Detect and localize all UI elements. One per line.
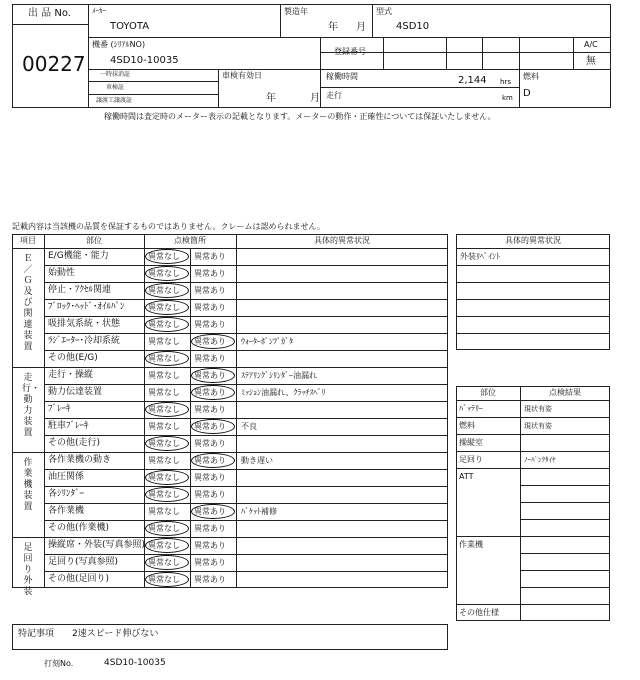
result-value: 現状有姿 xyxy=(524,422,552,430)
ok-circle-mark xyxy=(145,351,189,366)
ok-label: 異常なし xyxy=(148,269,180,278)
permit-label-1: 一時抹消証 xyxy=(100,71,131,78)
distance-label: 走行 xyxy=(326,91,342,100)
result-part: 操縦室 xyxy=(459,438,483,447)
part-label: 油圧関係 xyxy=(48,472,85,482)
detail-text: 不良 xyxy=(241,422,257,431)
ok-label: 異常なし xyxy=(148,473,180,482)
ok-label: 異常なし xyxy=(148,439,180,448)
part-label: ﾌﾞﾛｯｸ･ﾍｯﾄﾞ･ｵｲﾙﾊﾟﾝ xyxy=(48,302,125,312)
ok-label: 異常なし xyxy=(148,507,180,516)
ok-circle-mark xyxy=(145,317,189,332)
ok-circle-mark xyxy=(145,487,189,502)
ng-label: 異常あり xyxy=(194,371,226,380)
inspection-year-unit: 年 xyxy=(266,93,276,104)
hours-label: 稼働時間 xyxy=(326,72,358,81)
side-row-text: 外装ﾘﾍﾟｲﾝﾄ xyxy=(460,252,500,261)
hours-unit: hrs xyxy=(500,78,511,86)
serial-value: 4SD10-10035 xyxy=(110,55,179,66)
detail-text: 動き遅い xyxy=(241,456,273,465)
main-header-2: 点検箇所 xyxy=(174,236,206,245)
ok-circle-mark xyxy=(145,266,189,281)
ok-circle-mark xyxy=(145,402,189,417)
ok-circle-mark xyxy=(145,249,189,264)
part-label: E/G機能・能力 xyxy=(48,251,109,261)
ng-label: 異常あり xyxy=(194,541,226,550)
side-header: 具体的異常状況 xyxy=(505,236,561,245)
part-label: 停止・ｱｸｾﾙ関連 xyxy=(48,285,112,295)
result-part: 作業機 xyxy=(459,540,483,549)
permit-label-3: 譲渡工譲渡証 xyxy=(96,97,133,104)
detail-text: ﾊﾞｹｯﾄ補修 xyxy=(241,507,277,516)
ng-circle-mark xyxy=(191,385,235,400)
inspection-label: 車検有効日 xyxy=(222,71,262,80)
ng-circle-mark xyxy=(191,453,235,468)
ng-circle-mark xyxy=(191,419,235,434)
ng-label: 異常あり xyxy=(194,456,226,465)
ok-label: 異常なし xyxy=(148,456,180,465)
group-label-0: Ｅ／Ｇ及び関連装置 xyxy=(23,254,33,352)
result-part: その他仕様 xyxy=(459,608,499,617)
main-header-1: 部位 xyxy=(86,236,102,245)
part-label: 動力伝達装置 xyxy=(48,387,103,397)
stamp-value: 4SD10-10035 xyxy=(104,658,166,668)
ok-label: 異常なし xyxy=(148,252,180,261)
part-label: ﾗｼﾞｴｰﾀｰ･冷却系統 xyxy=(48,336,121,346)
ok-label: 異常なし xyxy=(148,388,180,397)
fuel-label: 燃料 xyxy=(523,72,539,81)
serial-label: 機番 (ｼﾘｱﾙNO) xyxy=(92,40,146,49)
year-unit: 年 xyxy=(328,22,338,33)
ok-label: 異常なし xyxy=(148,575,180,584)
part-label: 吸排気系統・状態 xyxy=(48,319,121,329)
result-value: ﾉｰﾊﾟﾝｸﾀｲﾔ xyxy=(524,456,556,464)
ok-label: 異常なし xyxy=(148,405,180,414)
part-label: その他(E/G) xyxy=(48,353,98,363)
month-unit: 月 xyxy=(356,22,366,33)
ok-label: 異常なし xyxy=(148,490,180,499)
result-part: 燃料 xyxy=(459,421,475,430)
ok-label: 異常なし xyxy=(148,541,180,550)
ok-circle-mark xyxy=(145,538,189,553)
ng-label: 異常あり xyxy=(194,354,226,363)
lot-number: 00227 xyxy=(22,52,86,76)
part-label: 各ｼﾘﾝﾀﾞｰ xyxy=(48,489,85,499)
year-label: 製造年 xyxy=(284,7,308,16)
part-label: 始動性 xyxy=(48,268,76,278)
ng-label: 異常あり xyxy=(194,558,226,567)
ng-label: 異常あり xyxy=(194,337,226,346)
ok-label: 異常なし xyxy=(148,286,180,295)
group-label-1: 走行・動力装置 xyxy=(22,373,41,438)
ng-label: 異常あり xyxy=(194,252,226,261)
distance-unit: km xyxy=(502,94,513,102)
group-label-2: 作業機装置 xyxy=(23,458,33,512)
detail-text: ﾐｯｼｮﾝ油漏れ、ｸﾗｯﾁｽﾍﾞﾘ xyxy=(241,388,326,397)
ng-label: 異常あり xyxy=(194,422,226,431)
ng-label: 異常あり xyxy=(194,303,226,312)
part-label: 各作業機の動き xyxy=(48,455,112,465)
ng-label: 異常あり xyxy=(194,405,226,414)
main-header-3: 具体的異常状況 xyxy=(314,236,370,245)
ok-label: 異常なし xyxy=(148,524,180,533)
ok-label: 異常なし xyxy=(148,320,180,329)
part-label: その他(足回り) xyxy=(48,574,110,584)
part-label: 走行・操縦 xyxy=(48,370,94,380)
model-label: 型式 xyxy=(376,7,392,16)
ok-label: 異常なし xyxy=(148,371,180,380)
ng-label: 異常あり xyxy=(194,473,226,482)
ok-label: 異常なし xyxy=(148,354,180,363)
ok-circle-mark xyxy=(145,521,189,536)
part-label: 各作業機 xyxy=(48,506,85,516)
ng-circle-mark xyxy=(191,368,235,383)
stamp-label: 打刻No. xyxy=(44,659,74,668)
hours-note: 稼働時間は査定時のメーター表示の記載となります。メーターの動作・正確性については保証いたしません。 xyxy=(104,112,496,121)
ok-label: 異常なし xyxy=(148,303,180,312)
ng-label: 異常あり xyxy=(194,439,226,448)
ok-circle-mark xyxy=(145,555,189,570)
ok-label: 異常なし xyxy=(148,422,180,431)
ng-label: 異常あり xyxy=(194,507,226,516)
ok-circle-mark xyxy=(145,436,189,451)
part-label: 駐車ﾌﾞﾚｰｷ xyxy=(48,421,89,431)
main-header-0: 項目 xyxy=(20,236,36,245)
notes-label: 特記事項 xyxy=(18,629,55,639)
hours-value: 2,144 xyxy=(458,75,487,86)
result-part: ﾊﾞｯﾃﾘｰ xyxy=(459,404,483,413)
ok-circle-mark xyxy=(145,283,189,298)
inspection-month-unit: 月 xyxy=(310,93,320,104)
ok-circle-mark xyxy=(145,300,189,315)
disclaimer: 記載内容は当該機の品質を保証するものではありません。クレームは認められません。 xyxy=(12,222,325,231)
part-label: その他(作業機) xyxy=(48,523,110,533)
part-label: 足回り(写真参照) xyxy=(48,557,119,567)
ok-circle-mark xyxy=(145,572,189,587)
result-header-1: 点検結果 xyxy=(549,388,581,397)
reg-label: 登録番号 xyxy=(334,47,366,56)
ng-circle-mark xyxy=(191,334,235,349)
ok-circle-mark xyxy=(145,470,189,485)
ng-label: 異常あり xyxy=(194,575,226,584)
fuel-value: D xyxy=(523,88,531,99)
part-label: ﾌﾞﾚｰｷ xyxy=(48,404,71,414)
group-label-3: 足回り外装 xyxy=(23,543,33,597)
ng-label: 異常あり xyxy=(194,490,226,499)
maker-value: TOYOTA xyxy=(110,21,150,32)
notes-value: 2速スピード伸びない xyxy=(72,629,159,639)
result-part: ATT xyxy=(459,472,474,481)
ng-label: 異常あり xyxy=(194,269,226,278)
model-value: 4SD10 xyxy=(396,21,430,32)
detail-text: ｳｫｰﾀｰﾎﾟﾝﾌﾟｶﾞﾀ xyxy=(241,337,293,346)
ng-circle-mark xyxy=(191,504,235,519)
ac-label: A/C xyxy=(584,40,598,49)
maker-label: ﾒｰｶｰ xyxy=(92,7,106,15)
ac-value: 無 xyxy=(586,56,596,67)
ng-label: 異常あり xyxy=(194,524,226,533)
lot-label: 出 品 No. xyxy=(28,8,71,19)
result-header-0: 部位 xyxy=(480,388,496,397)
permit-label-2: 車検証 xyxy=(106,84,125,91)
ok-label: 異常なし xyxy=(148,337,180,346)
ng-label: 異常あり xyxy=(194,388,226,397)
detail-text: ｽﾃｱﾘﾝｸﾞｼﾘﾝﾀﾞｰ油漏れ xyxy=(241,371,317,380)
part-label: 操縦席・外装(写真参照) xyxy=(48,540,146,550)
part-label: その他(走行) xyxy=(48,438,101,448)
result-value: 現状有姿 xyxy=(524,405,552,413)
ng-label: 異常あり xyxy=(194,286,226,295)
ng-label: 異常あり xyxy=(194,320,226,329)
result-part: 足回り xyxy=(459,455,483,464)
ok-label: 異常なし xyxy=(148,558,180,567)
